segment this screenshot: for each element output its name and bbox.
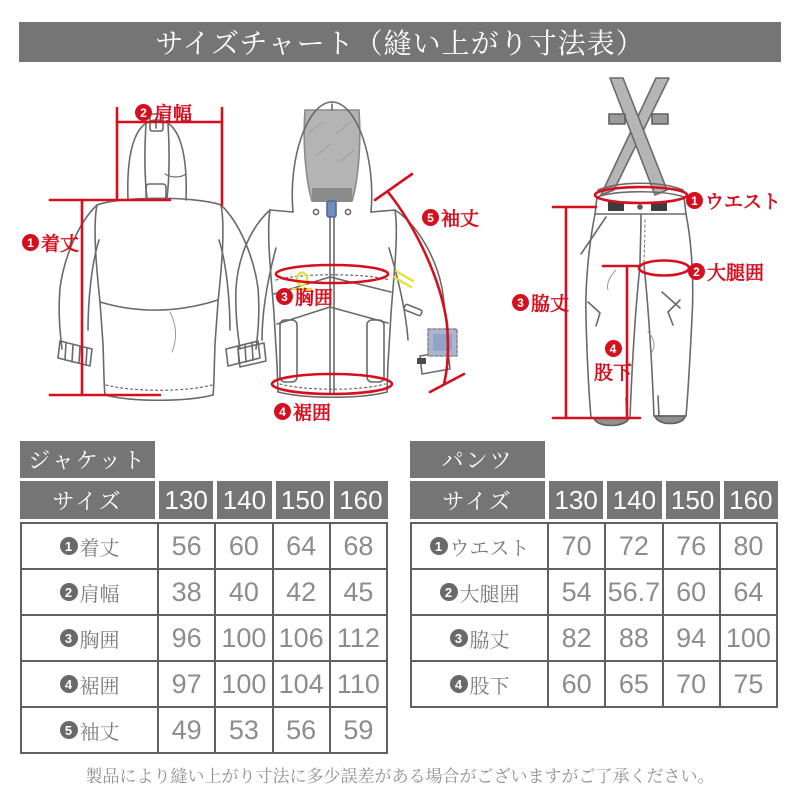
annotation-label: 袖丈 [441,209,480,230]
value-cell: 64 [274,524,329,568]
row-number-badge: 4 [450,675,468,693]
value-cell: 68 [331,524,386,568]
hem-annotation [274,398,331,425]
annotation-label: 肩幅 [154,104,193,125]
value-cell: 56.7 [606,570,661,614]
value-cell: 70 [664,662,719,706]
value-cell: 45 [331,570,386,614]
size-column-header: 160 [724,481,778,519]
annotation-number-badge: 3 [512,294,529,311]
row-number-badge: 1 [60,537,78,555]
row-label: 4 股下 [412,662,547,706]
value-cell: 49 [159,708,214,752]
pants-table-header [410,481,778,519]
row-label: 2 大腿囲 [412,570,547,614]
annotation-label: 着丈 [41,234,80,255]
side-length-annotation [512,289,569,316]
annotation-label: 胸囲 [295,288,334,309]
row-label: 1 着丈 [22,524,157,568]
value-cell: 70 [549,524,604,568]
pants-size-table [410,441,778,708]
size-column-header: 150 [666,481,720,519]
pants-table-title: パンツ [410,441,545,478]
value-cell: 64 [721,570,776,614]
row-label: 1 ウエスト [412,524,547,568]
value-cell: 75 [721,662,776,706]
value-cell: 60 [549,662,604,706]
thigh-annotation [688,258,764,285]
size-column-header: 140 [607,481,661,519]
jacket-back-drawing [58,114,260,400]
size-column-header: 130 [159,481,213,519]
row-label: 2 肩幅 [22,570,157,614]
size-header-label: サイズ [20,481,155,519]
annotation-number-badge: 1 [686,192,703,209]
waist-annotation [686,187,781,214]
shoulder-width-annotation [135,99,192,126]
row-label: 3 脇丈 [412,616,547,660]
jacket-table-header [20,481,388,519]
disclaimer-note: 製品により縫い上がり寸法に多少誤差がある場合がございますがご了承ください。 [85,767,715,786]
value-cell: 40 [216,570,271,614]
value-cell: 54 [549,570,604,614]
value-cell: 56 [274,708,329,752]
value-cell: 42 [274,570,329,614]
size-column-header: 140 [217,481,271,519]
row-label: 3 胸囲 [22,616,157,660]
value-cell: 82 [549,616,604,660]
annotation-label: 股下 [593,363,632,384]
row-number-badge: 5 [60,721,78,739]
annotation-number-badge: 4 [605,340,622,357]
jacket-table-body [20,522,388,754]
value-cell: 60 [664,570,719,614]
garment-illustration [0,62,800,442]
annotation-label: ウエスト [705,192,782,213]
row-label: 4 裾囲 [22,662,157,706]
value-cell: 80 [721,524,776,568]
row-number-badge: 2 [60,583,78,601]
row-number-badge: 4 [60,675,78,693]
value-cell: 100 [216,616,271,660]
value-cell: 100 [216,662,271,706]
value-cell: 110 [331,662,386,706]
annotation-number-badge: 4 [274,403,291,420]
row-number-badge: 1 [430,537,448,555]
value-cell: 97 [159,662,214,706]
garment-diagram [0,62,800,442]
value-cell: 60 [216,524,271,568]
annotation-number-badge: 1 [22,234,39,251]
value-cell: 76 [664,524,719,568]
sleeve-length-annotation [422,204,479,231]
value-cell: 106 [274,616,329,660]
annotation-number-badge: 3 [276,288,293,305]
value-cell: 53 [216,708,271,752]
annotation-label: 裾囲 [293,403,332,424]
size-column-header: 160 [334,481,388,519]
value-cell: 94 [664,616,719,660]
inseam-annotation [592,340,634,385]
row-number-badge: 2 [440,583,458,601]
size-column-header: 130 [549,481,603,519]
value-cell: 72 [606,524,661,568]
value-cell: 65 [606,662,661,706]
row-number-badge: 3 [450,629,468,647]
annotation-number-badge: 2 [135,104,152,121]
size-header-label: サイズ [410,481,545,519]
annotation-label: 脇丈 [531,294,570,315]
jacket-size-table [20,441,388,754]
value-cell: 100 [721,616,776,660]
chest-annotation [276,283,333,310]
value-cell: 88 [606,616,661,660]
value-cell: 56 [159,524,214,568]
size-column-header: 150 [276,481,330,519]
annotation-number-badge: 2 [688,263,705,280]
jacket-length-annotation [22,229,79,256]
row-label: 5 袖丈 [22,708,157,752]
page-title: サイズチャート（縫い上がり寸法表） [19,22,781,62]
value-cell: 38 [159,570,214,614]
value-cell: 59 [331,708,386,752]
row-number-badge: 3 [60,629,78,647]
annotation-label: 大腿囲 [707,263,765,284]
pants-table-body [410,522,778,708]
value-cell: 104 [274,662,329,706]
value-cell: 96 [159,616,214,660]
value-cell: 112 [331,616,386,660]
jacket-table-title: ジャケット [20,441,155,478]
annotation-number-badge: 5 [422,209,439,226]
